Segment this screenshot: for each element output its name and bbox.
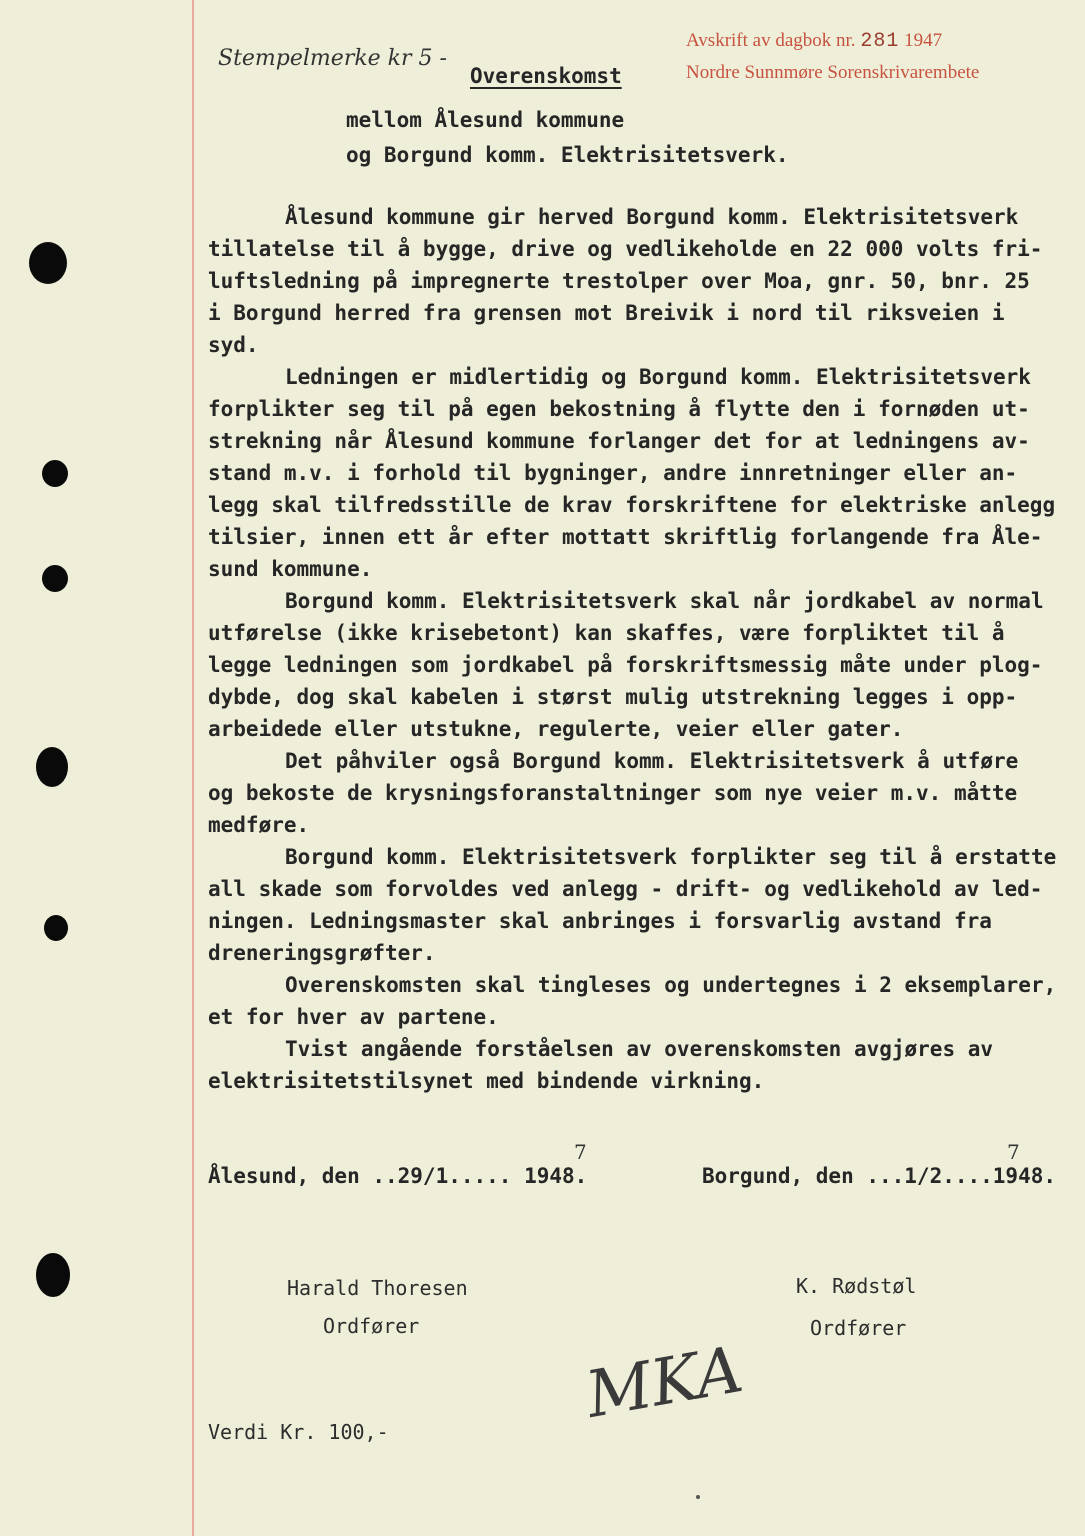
handwritten-initials: MKA [580,1332,749,1434]
punch-hole [36,1253,70,1297]
punch-hole [29,242,67,284]
punch-hole [36,747,68,787]
registry-stamp-line2: Nordre Sunnmøre Sorenskrivarembete [686,62,980,83]
handwritten-stamp-note: Stempelmerke kr 5 - [218,46,447,71]
body-line: Borgund komm. Elektrisitetsverk skal når jordkabel av normal [285,589,1044,613]
date-right: Borgund, den ...1/2....1948. [702,1164,1057,1188]
date-left-correction: 7 [574,1140,587,1164]
body-line: i Borgund herred fra grensen mot Breivik i nord til riksveien i [208,301,1005,325]
punch-hole [42,460,68,487]
body-line: sund kommune. [208,557,373,581]
body-line: all skade som forvoldes ved anlegg - drift- og vedlikehold av led- [208,877,1043,901]
body-line: syd. [208,333,259,357]
punch-hole [44,915,68,941]
stamp-year: 1947 [904,30,943,51]
body-line: tilsier, innen ett år efter mottatt skriftlig forlangende fra Åle- [208,525,1043,549]
body-line: legge ledningen som jordkabel på forskriftsmessig måte under plog- [208,653,1043,677]
margin-rule [192,0,194,1536]
body-line: Ledningen er midlertidig og Borgund komm. Elektrisitetsverk [285,365,1031,389]
signatory-left-title: Ordfører [323,1314,420,1338]
body-line: et for hver av partene. [208,1005,499,1029]
body-line: tillatelse til å bygge, drive og vedlikeholde en 22 000 volts fri- [208,237,1043,261]
value-line: Verdi Kr. 100,- [208,1420,389,1444]
dagbok-number: 281 [860,30,900,53]
body-line: arbeidede eller utstukne, regulerte, veier eller gater. [208,717,904,741]
body-line: ningen. Ledningsmaster skal anbringes i forsvarlig avstand fra [208,909,992,933]
body-line: forplikter seg til på egen bekostning å flytte den i fornøden ut- [208,397,1030,421]
heading-line-3: og Borgund komm. Elektrisitetsverk. [346,143,789,167]
body-line: legg skal tilfredsstille de krav forskriftene for elektriske anlegg [208,493,1056,517]
body-line: Borgund komm. Elektrisitetsverk forplikter seg til å erstatte [285,845,1057,869]
registry-stamp-line1 [686,30,942,53]
speck [696,1495,700,1499]
heading-line-2: mellom Ålesund kommune [346,108,625,132]
body-line: Det påhviler også Borgund komm. Elektrisitetsverk å utføre [285,749,1019,773]
document-title: Overenskomst [470,64,622,88]
date-right-correction: 7 [1007,1140,1020,1164]
body-line: Ålesund kommune gir herved Borgund komm. Elektrisitetsverk [285,205,1019,229]
signatory-left-name: Harald Thoresen [287,1276,468,1300]
body-line: elektrisitetstilsynet med bindende virkning. [208,1069,765,1093]
body-line: dybde, dog skal kabelen i størst mulig utstrekning legges i opp- [208,685,1018,709]
body-line: utførelse (ikke krisebetont) kan skaffes, være forpliktet til å [208,621,1005,645]
body-line: stand m.v. i forhold til bygninger, andre innretninger eller an- [208,461,1018,485]
body-line: medføre. [208,813,310,837]
punch-hole [42,565,68,592]
date-left: Ålesund, den ..29/1..... 1948. [208,1164,588,1188]
signatory-right-name: K. Rødstøl [796,1274,917,1298]
body-line: Overenskomsten skal tingleses og undertegnes i 2 eksemplarer, [285,973,1057,997]
stamp-prefix: Avskrift av dagbok nr. [686,30,856,51]
body-line: dreneringsgrøfter. [208,941,436,965]
body-line: strekning når Ålesund kommune forlanger det for at ledningens av- [208,429,1030,453]
body-line: Tvist angående forståelsen av overenskomsten avgjøres av [285,1037,994,1061]
body-line: luftsledning på impregnerte trestolper over Moa, gnr. 50, bnr. 25 [208,269,1030,293]
body-line: og bekoste de krysningsforanstaltninger som nye veier m.v. måtte [208,781,1018,805]
signatory-right-title: Ordfører [810,1316,907,1340]
